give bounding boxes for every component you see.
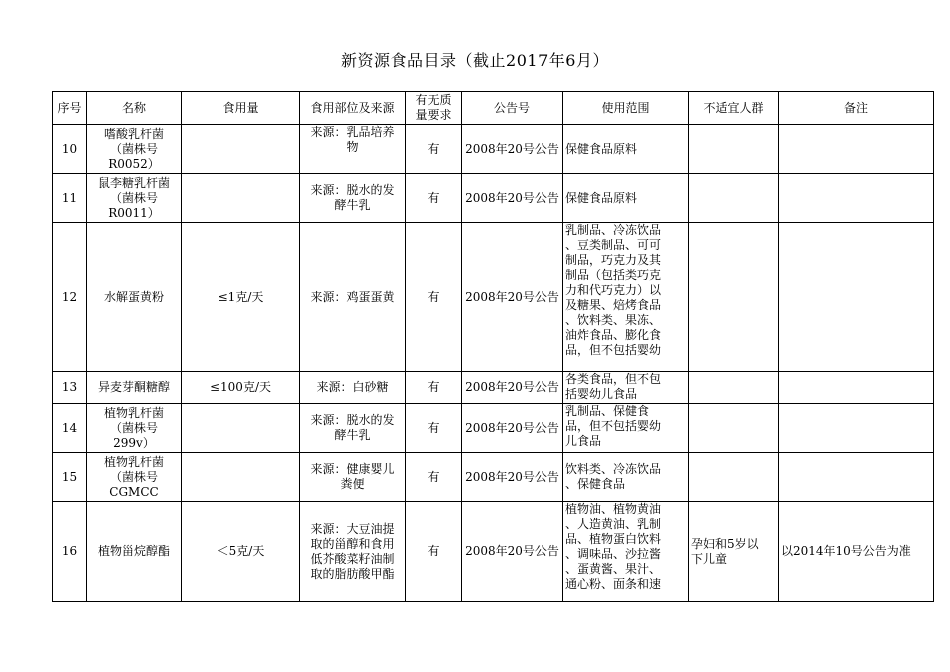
- cell-name: 植物甾烷醇酯: [87, 502, 182, 602]
- cell-quality: 有: [406, 223, 462, 372]
- cell-source: 来源：脱水的发 酵牛乳: [300, 404, 406, 453]
- cell-no: 10: [53, 125, 87, 174]
- cell-name: 鼠李糖乳杆菌 （菌株号 R0011）: [87, 174, 182, 223]
- cell-quality: 有: [406, 125, 462, 174]
- cell-scope: 乳制品、冷冻饮品 、豆类制品、可可 制品，巧克力及其 制品（包括类巧克 力和代巧克力）以 及糖果、焙烤食品 、饮料类、果冻、 油炸食品、膨化食 品，但不包括婴幼: [563, 223, 689, 372]
- cell-remark: [779, 372, 934, 404]
- header-remark: 备注: [779, 92, 934, 125]
- cell-source: 来源：健康婴儿 粪便: [300, 453, 406, 502]
- cell-name: 异麦芽酮糖醇: [87, 372, 182, 404]
- cell-no: 13: [53, 372, 87, 404]
- cell-scope: 保健食品原料: [563, 174, 689, 223]
- cell-scope: 饮料类、冷冻饮品 、保健食品: [563, 453, 689, 502]
- cell-dose: ≤100克/天: [182, 372, 300, 404]
- cell-remark: [779, 453, 934, 502]
- table-row: [53, 372, 934, 404]
- header-name: 名称: [87, 92, 182, 125]
- cell-no: 12: [53, 223, 87, 372]
- cell-no: 14: [53, 404, 87, 453]
- table-row: [53, 453, 934, 502]
- cell-unsuitable: [689, 372, 779, 404]
- cell-scope: 各类食品，但不包 括婴幼儿食品: [563, 372, 689, 404]
- cell-source: 来源：大豆油提 取的甾醇和食用 低芥酸菜籽油制 取的脂肪酸甲酯: [300, 502, 406, 602]
- cell-unsuitable: [689, 404, 779, 453]
- cell-scope: 保健食品原料: [563, 125, 689, 174]
- header-dose: 食用量: [182, 92, 300, 125]
- header-no: 序号: [53, 92, 87, 125]
- cell-remark: [779, 174, 934, 223]
- cell-name: 水解蛋黄粉: [87, 223, 182, 372]
- cell-scope: 乳制品、保健食 品，但不包括婴幼 儿食品: [563, 404, 689, 453]
- cell-unsuitable: [689, 174, 779, 223]
- header-scope: 使用范围: [563, 92, 689, 125]
- cell-name: 嗜酸乳杆菌 （菌株号 R0052）: [87, 125, 182, 174]
- cell-quality: 有: [406, 372, 462, 404]
- cell-unsuitable: [689, 223, 779, 372]
- page-title: 新资源食品目录（截止2017年6月）: [341, 51, 609, 70]
- cell-notice: 2008年20号公告: [462, 223, 563, 372]
- cell-notice: 2008年20号公告: [462, 404, 563, 453]
- table-row: [53, 404, 934, 453]
- cell-dose: [182, 125, 300, 174]
- cell-remark: [779, 404, 934, 453]
- cell-dose: ≤1克/天: [182, 223, 300, 372]
- header-row: [53, 92, 934, 125]
- cell-source: 来源：脱水的发 酵牛乳: [300, 174, 406, 223]
- table-row: [53, 125, 934, 174]
- cell-dose: [182, 174, 300, 223]
- header-unsuitable: 不适宜人群: [689, 92, 779, 125]
- cell-scope: 植物油、植物黄油 、人造黄油、乳制 品、植物蛋白饮料 、调味品、沙拉酱 、蛋黄酱、果汁、 通心粉、面条和速: [563, 502, 689, 602]
- cell-source: 来源：鸡蛋蛋黄: [300, 223, 406, 372]
- cell-quality: 有: [406, 404, 462, 453]
- header-source: 食用部位及来源: [300, 92, 406, 125]
- cell-unsuitable: 孕妇和5岁以 下儿童: [689, 502, 779, 602]
- cell-dose: [182, 453, 300, 502]
- cell-notice: 2008年20号公告: [462, 125, 563, 174]
- table-row: [53, 502, 934, 602]
- cell-dose: ＜5克/天: [182, 502, 300, 602]
- cell-quality: 有: [406, 453, 462, 502]
- cell-notice: 2008年20号公告: [462, 372, 563, 404]
- cell-notice: 2008年20号公告: [462, 174, 563, 223]
- cell-quality: 有: [406, 502, 462, 602]
- header-notice: 公告号: [462, 92, 563, 125]
- cell-remark: [779, 223, 934, 372]
- food-catalog-table: [52, 91, 934, 602]
- cell-remark: [779, 125, 934, 174]
- cell-no: 16: [53, 502, 87, 602]
- cell-source: 来源：白砂糖: [300, 372, 406, 404]
- cell-remark: 以2014年10号公告为准: [779, 502, 934, 602]
- cell-notice: 2008年20号公告: [462, 453, 563, 502]
- header-quality: 有无质 量要求: [406, 92, 462, 125]
- cell-unsuitable: [689, 453, 779, 502]
- cell-source: 来源：乳品培养 物: [300, 125, 406, 174]
- cell-quality: 有: [406, 174, 462, 223]
- table-row: [53, 174, 934, 223]
- cell-no: 11: [53, 174, 87, 223]
- cell-unsuitable: [689, 125, 779, 174]
- cell-no: 15: [53, 453, 87, 502]
- cell-dose: [182, 404, 300, 453]
- cell-name: 植物乳杆菌 （菌株号 299v）: [87, 404, 182, 453]
- table-row: [53, 223, 934, 372]
- cell-name: 植物乳杆菌 （菌株号 CGMCC: [87, 453, 182, 502]
- cell-notice: 2008年20号公告: [462, 502, 563, 602]
